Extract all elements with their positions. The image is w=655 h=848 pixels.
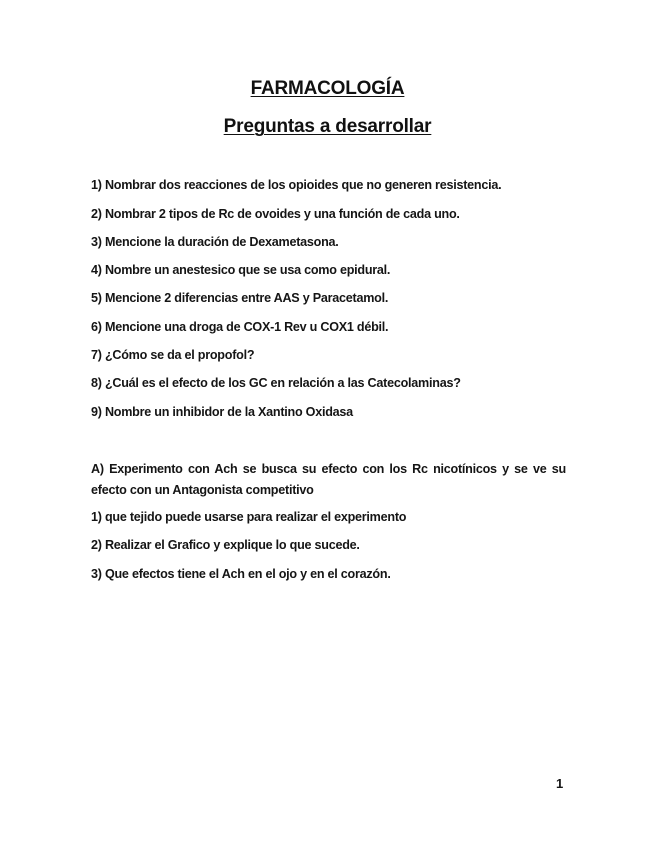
question-6: 6) Mencione una droga de COX-1 Rev u COX1 débil. (91, 320, 389, 334)
question-2: 2) Nombrar 2 tipos de Rc de ovoides y una función de cada uno. (91, 207, 460, 221)
experiment-item-2: 2) Realizar el Grafico y explique lo que sucede. (91, 538, 360, 552)
question-5: 5) Mencione 2 diferencias entre AAS y Paracetamol. (91, 291, 389, 305)
experiment-statement: A) Experimento con Ach se busca su efecto con los Rc nicotínicos y se ve su efecto con un Antagonista competitivo (91, 462, 566, 497)
question-3: 3) Mencione la duración de Dexametasona. (91, 235, 339, 249)
experiment-item-1: 1) que tejido puede usarse para realizar el experimento (91, 510, 407, 524)
question-9: 9) Nombre un inhibidor de la Xantino Oxidasa (91, 405, 353, 419)
question-7: 7) ¿Cómo se da el propofol? (91, 348, 255, 362)
question-4: 4) Nombre un anestesico que se usa como epidural. (91, 263, 391, 277)
experiment-item-3: 3) Que efectos tiene el Ach en el ojo y en el corazón. (91, 567, 391, 581)
document-title: FARMACOLOGÍA (250, 78, 405, 99)
question-1: 1) Nombrar dos reacciones de los opioides que no generen resistencia. (91, 178, 502, 192)
question-8: 8) ¿Cuál es el efecto de los GC en relación a las Catecolaminas? (91, 376, 461, 390)
document-subtitle: Preguntas a desarrollar (223, 116, 432, 137)
page-number: 1 (556, 776, 564, 791)
